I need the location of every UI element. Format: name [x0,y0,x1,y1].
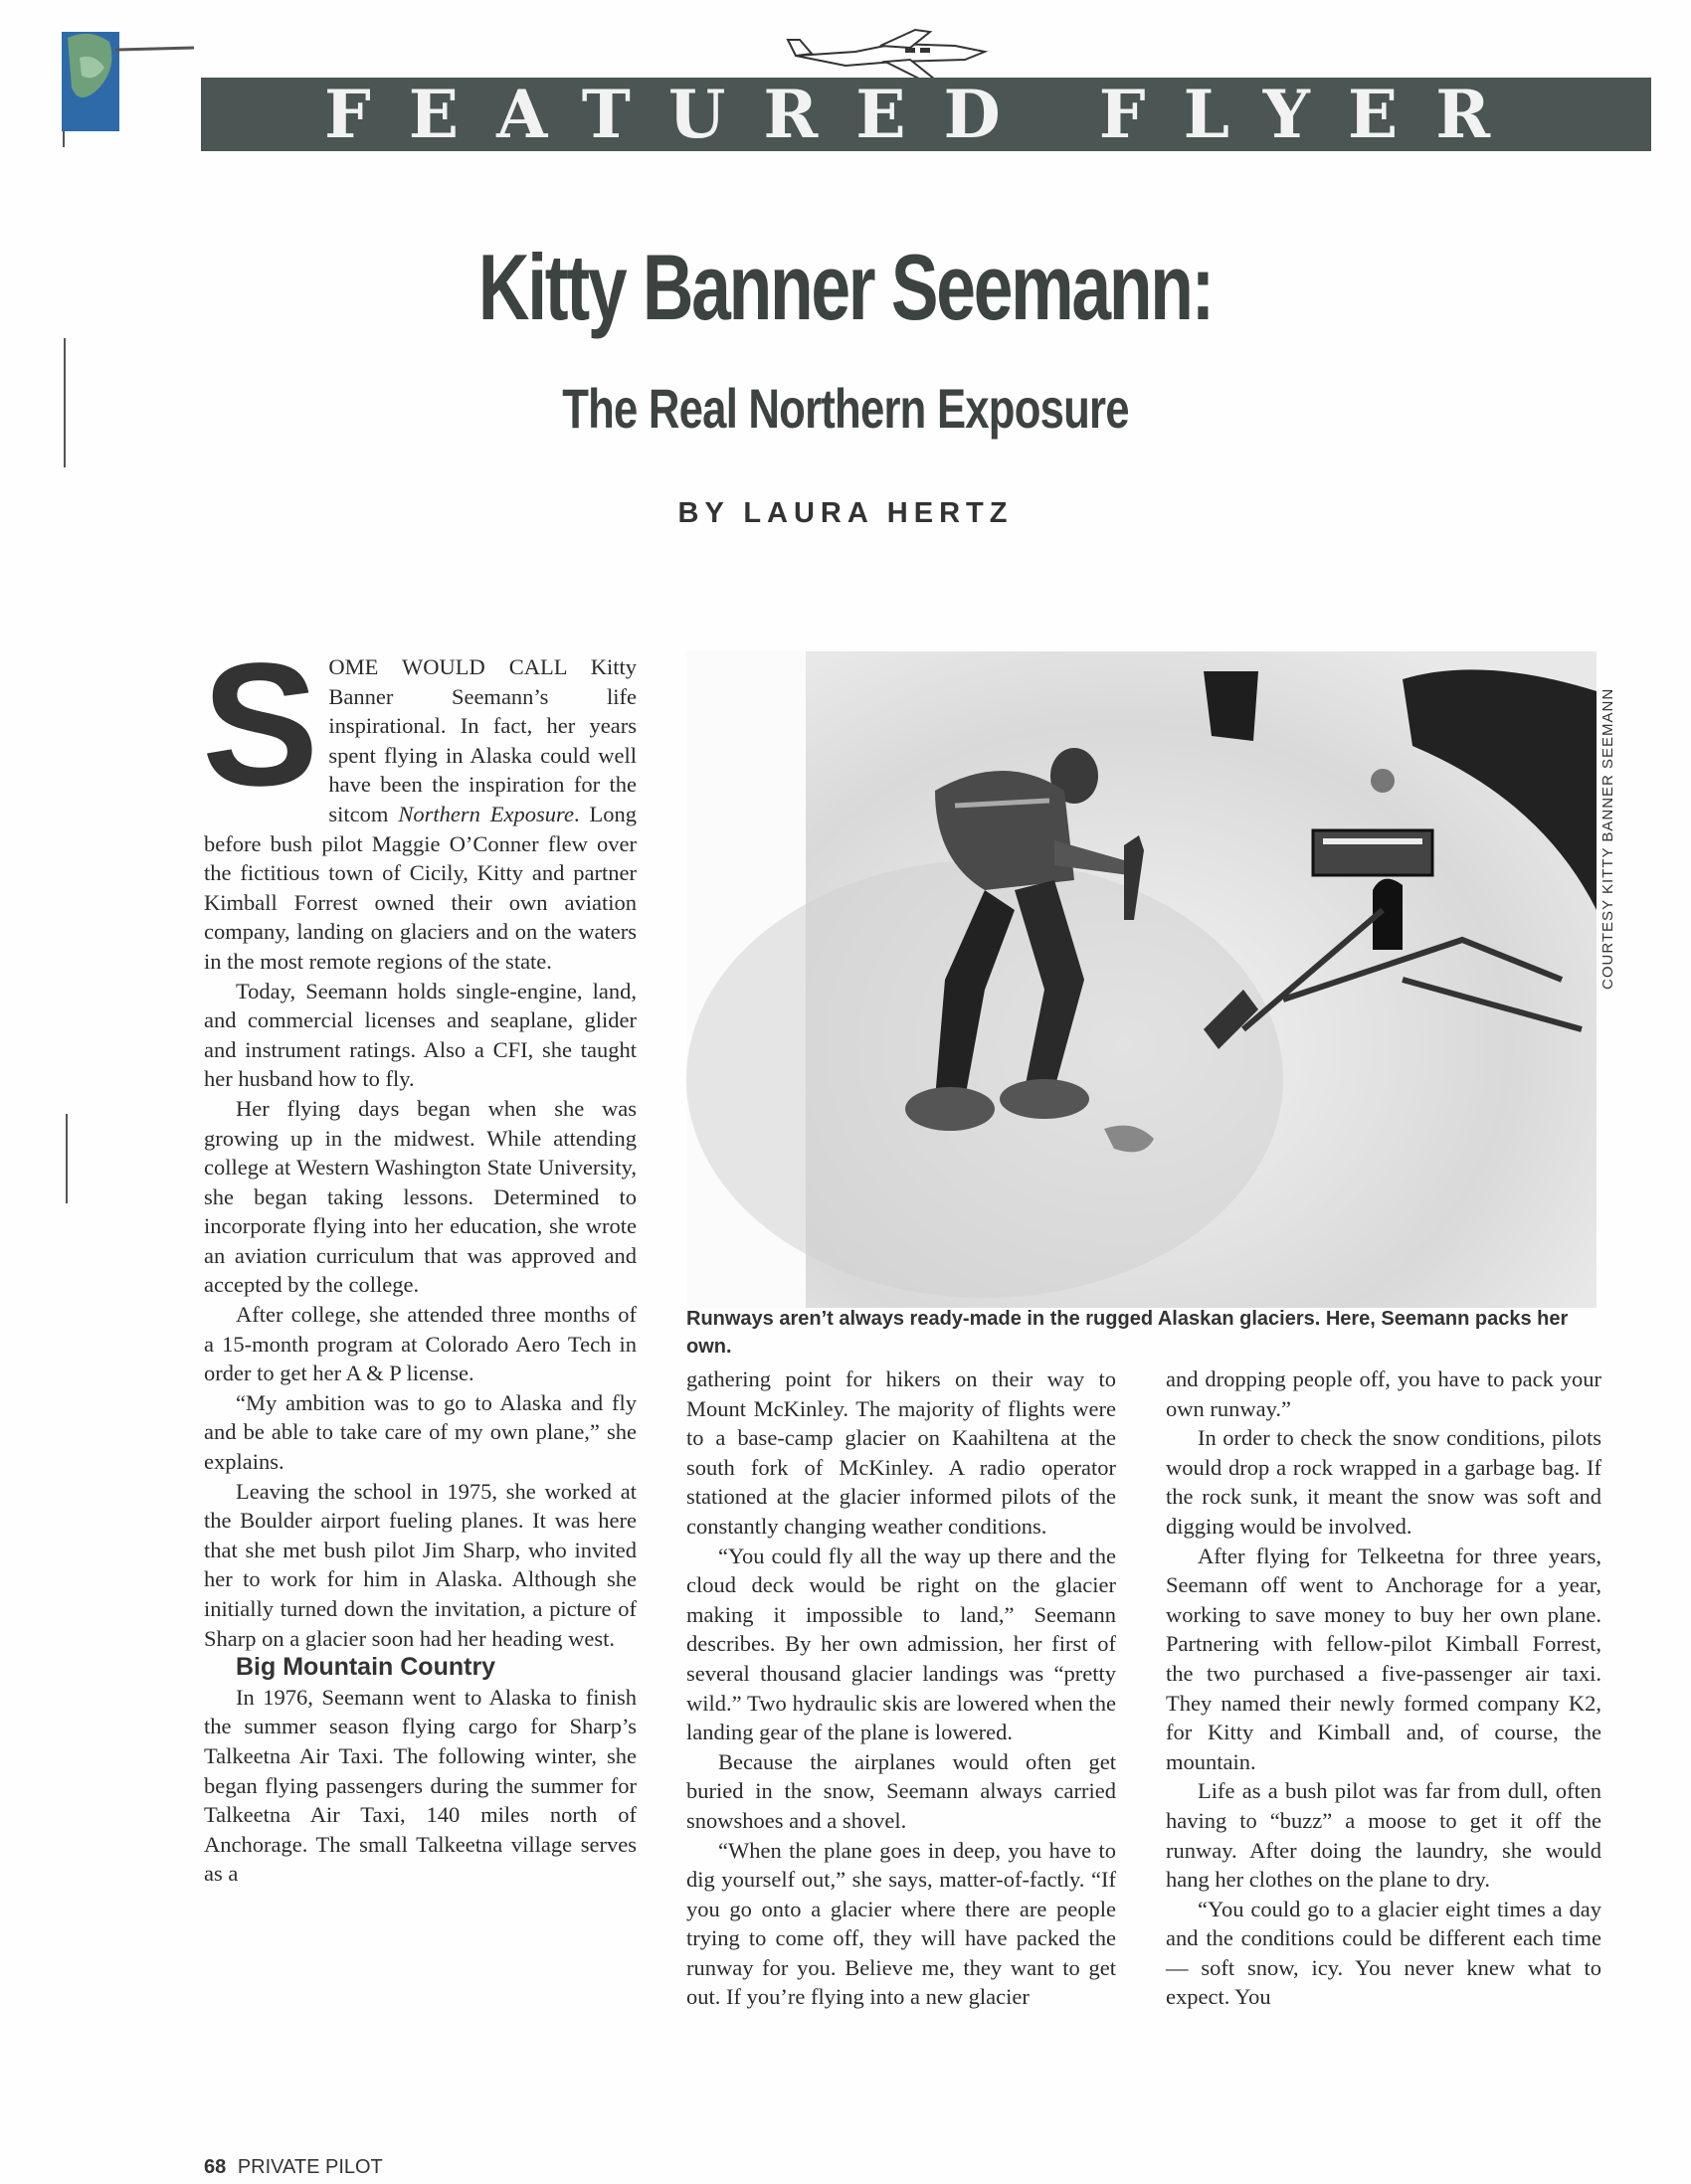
alaska-logo-icon [60,28,199,147]
body-column-1 [202,628,638,1889]
lead-paragraph: SOME WOULD CALL Kitty Banner Seemann’s life inspirational. In fact, her years spent flying in Alaska could well have been the inspiration for the sitcom Northern Exposure. Long before bush pilot Maggie O’Conner flew over the fictitious town of Cicily, Kitty and partner Kimball Forrest owned their own aviation company, landing on glaciers and on the waters in the most remote regions of the state. [202,628,638,974]
photo-caption: Runways aren’t always ready-made in the rugged Alaskan glaciers. Here, Seemann packs her own. [686,1308,1569,1358]
paragraph: gathering point for hikers on their way to Mount McKinley. The majority of flights were to a base-camp glacier on Kaahiltena at the south fork of McKinley. A radio operator stationed at the glacier informed pilots of the constantly changing weather conditions. [686,1366,1116,1539]
section-title: FEATURED FLYER [323,76,1529,153]
body-column-3 [1166,1365,1601,2012]
article-title: Kitty Banner Seemann: [477,235,1214,339]
paragraph: Today, Seemann holds single-engine, land, and commercial licenses and seaplane, glider and instrument ratings. Also a CFI, she taught her husband how to fly. [204,978,637,1092]
scan-artifact [66,1114,68,1203]
article-subtitle: The Real Northern Exposure [562,377,1129,440]
paragraph: In order to check the snow conditions, pilots would drop a rock wrapped in a garbage bag. If the rock sunk, it meant the snow was soft and digging would be involved. [1166,1425,1601,1539]
paragraph: Life as a bush pilot was far from dull, often having to “buzz” a moose to get it off the runway. After doing the laundry, she would hang her clothes on the plane to dry. [1166,1778,1601,1893]
scan-artifact [64,338,66,467]
paragraph: Her flying days began when she was growing up in the midwest. While attending college at Western Washington State University, she began taking lessons. Determined to incorporate flying into her education, she wrote an aviation curriculum that was approved and accepted by the college. [204,1095,637,1298]
paragraph: Leaving the school in 1975, she worked at the Boulder airport fueling planes. It was here that she met bush pilot Jim Sharp, who invited her to work for him in Alaska. Although she initially turned down the invitation, a picture of Sharp on a glacier soon had her heading west. [204,1478,637,1651]
paragraph: “You could fly all the way up there and the cloud deck would be right on the glacier making it impossible to land,” Seemann describes. By her own admission, her first of several thousand glacier landings was “pretty wild.” Two hydraulic skis are lowered when the landing gear of the plane is lowered. [686,1543,1116,1745]
body-column-2 [686,1365,1116,2012]
show-title: Northern Exposure [398,801,574,826]
paragraph: In 1976, Seemann went to Alaska to finish the summer season flying cargo for Sharp’s Talkeetna Air Taxi. The following winter, she began flying passengers during the summer for Talkeetna Air Taxi, 140 miles north of Anchorage. The small Talkeetna village serves as a [204,1684,637,1887]
page-number: 68 [204,2156,227,2178]
paragraph: “When the plane goes in deep, you have to dig yourself out,” she says, matter-of-factly. “If you go onto a glacier where there are people trying to come off, they will have packed the runway for you. Believe me, they want to get out. If you’re flying into a new glacier [686,1837,1116,2010]
paragraph: After college, she attended three months of a 15-month program at Colorado Aero Tech in order to get her A & P license. [204,1302,637,1386]
paragraph: “You could go to a glacier eight times a day and the conditions could be different each time — soft snow, icy. You never knew what to expect. You [1166,1896,1601,2010]
byline: BY LAURA HERTZ [677,497,1014,529]
photo-credit: COURTESY KITTY BANNER SEEMANN [1599,687,1616,990]
paragraph: and dropping people off, you have to pack your own runway.” [1166,1366,1601,1421]
paragraph: “My ambition was to go to Alaska and fly and be able to take care of my own plane,” she explains. [204,1389,637,1475]
paragraph: After flying for Telkeetna for three years, Seemann off went to Anchorage for a year, working to save money to buy her own plane. Partnering with fellow-pilot Kimball Forrest, the two purchased a five-passenger air taxi. They named their newly formed company K2, for Kitty and Kimball and, of course, the mountain. [1166,1543,1601,1774]
drop-cap: S [202,628,319,822]
publication-name: PRIVATE PILOT [237,2156,383,2178]
section-subhead: Big Mountain Country [236,1653,496,1682]
page-footer [204,2156,383,2179]
section-banner [201,78,1651,151]
glacier-photo [686,651,1597,1308]
paragraph: Because the airplanes would often get buried in the snow, Seemann always carried snowshoes and a shovel. [686,1748,1116,1833]
